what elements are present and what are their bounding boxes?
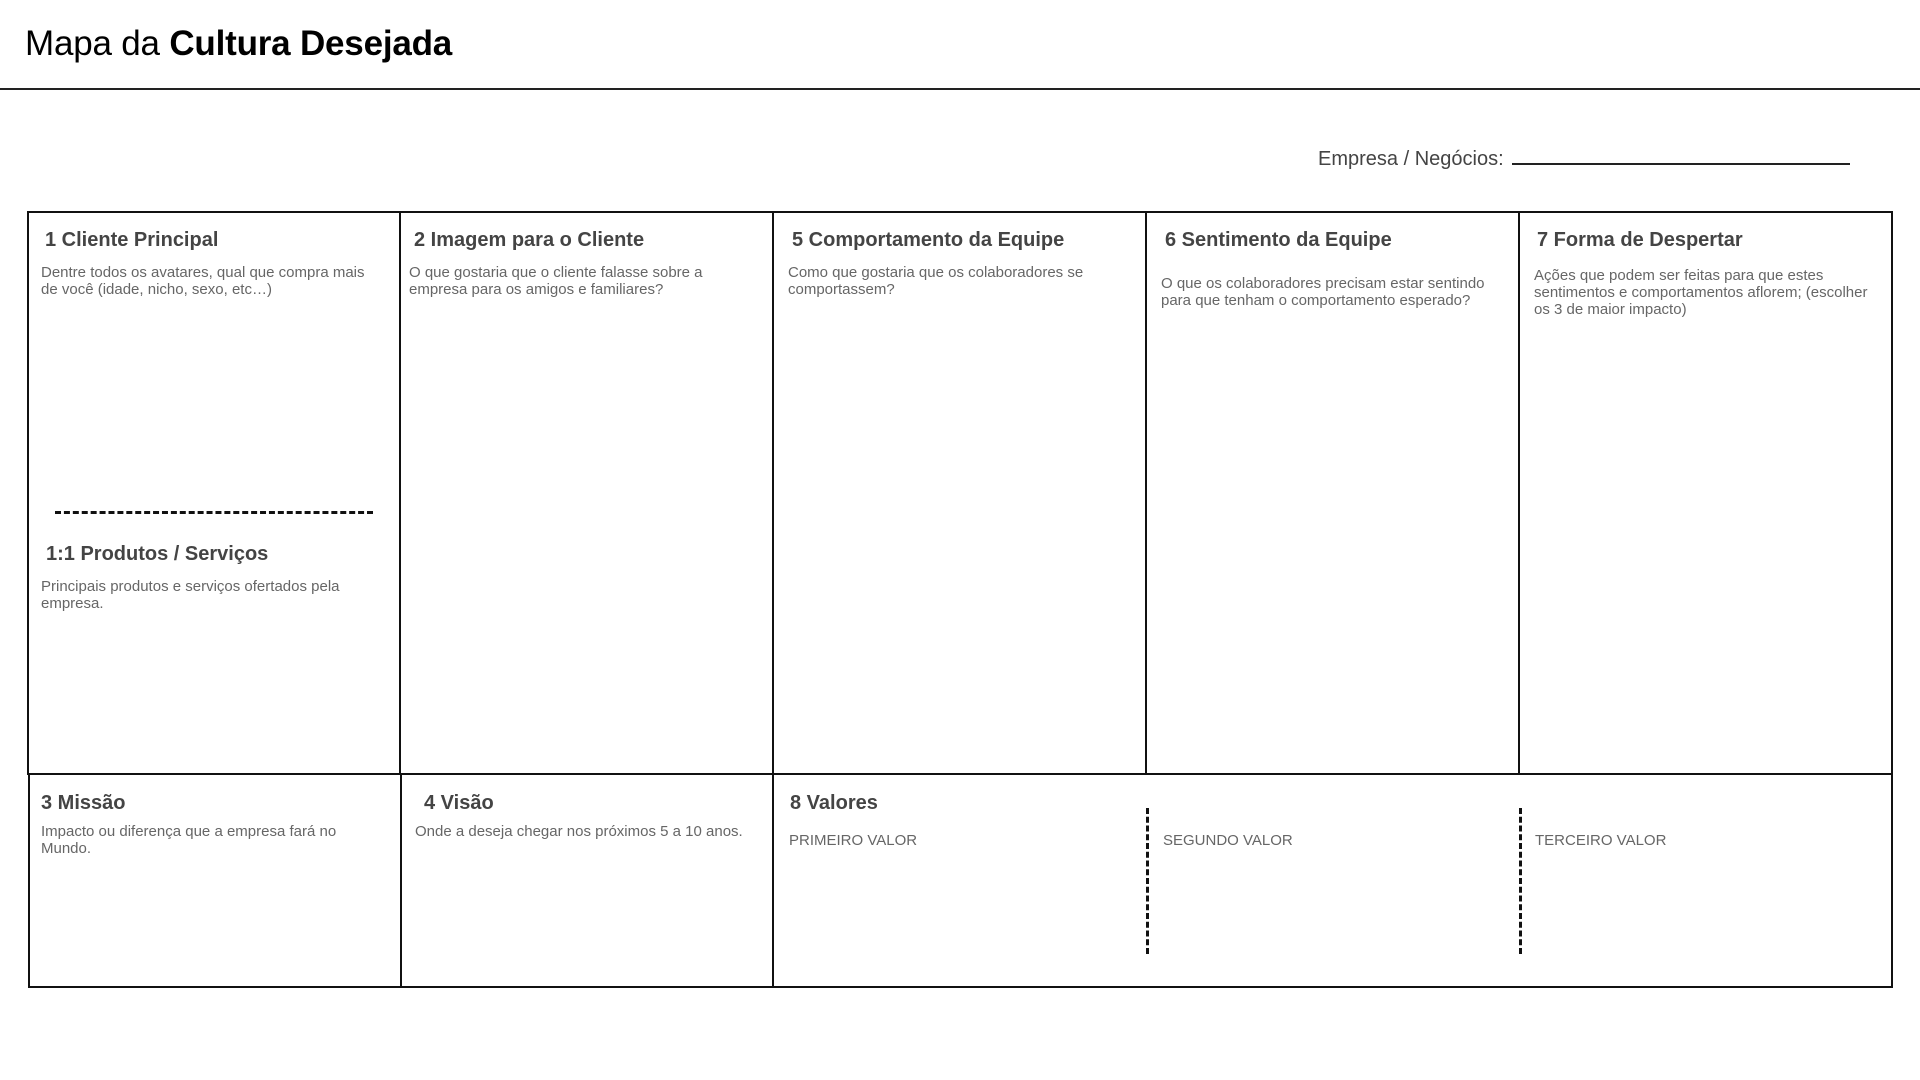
- valores-dashed-divider-2: [1519, 808, 1522, 954]
- grid-divider-1-bottom: [400, 773, 402, 988]
- grid-border-top: [27, 211, 1893, 213]
- cell-visao-title: 4 Visão: [424, 792, 494, 814]
- title-prefix: Mapa da: [25, 24, 170, 63]
- cell-imagem-cliente-title: 2 Imagem para o Cliente: [414, 229, 645, 251]
- grid-divider-3: [1145, 211, 1147, 775]
- grid-border-middle: [27, 773, 1893, 775]
- valores-dashed-divider-1: [1146, 808, 1149, 954]
- cell-forma-despertar-description: Ações que podem ser feitas para que estes sentimentos e comportamentos aflorem; (escolher os 3 de maior impacto): [1534, 267, 1868, 318]
- grid-border-right: [1891, 211, 1893, 988]
- cell-imagem-cliente-description: O que gostaria que o cliente falasse sobre a empresa para os amigos e familiares?: [409, 264, 703, 298]
- company-label: Empresa / Negócios:: [1318, 148, 1504, 170]
- cell-comportamento-equipe-title: 5 Comportamento da Equipe: [792, 229, 1065, 251]
- cell-sentimento-equipe-title: 6 Sentimento da Equipe: [1165, 229, 1392, 251]
- cell-missao-title: 3 Missão: [41, 792, 126, 814]
- title-bold: Cultura Desejada: [169, 24, 453, 63]
- cell-cliente-principal-description: Dentre todos os avatares, qual que compra mais de você (idade, nicho, sexo, etc…): [41, 264, 365, 298]
- cell-produtos-servicos-title: 1:1 Produtos / Serviços: [46, 543, 269, 565]
- grid-border-bottom: [28, 986, 1893, 988]
- cell-produtos-servicos-description: Principais produtos e serviços ofertados pela empresa.: [41, 578, 340, 612]
- grid-divider-2: [772, 211, 774, 988]
- grid-border-left-bottom: [28, 773, 30, 988]
- page-title: [25, 24, 452, 64]
- title-divider: [0, 88, 1920, 90]
- company-input-line[interactable]: [1512, 163, 1850, 165]
- cell-missao-description: Impacto ou diferença que a empresa fará no Mundo.: [41, 823, 337, 857]
- cell-visao-description: Onde a deseja chegar nos próximos 5 a 10 anos.: [415, 823, 743, 840]
- grid-divider-4: [1518, 211, 1520, 775]
- cell-comportamento-equipe-description: Como que gostaria que os colaboradores se comportassem?: [788, 264, 1084, 298]
- grid-divider-1-top: [399, 211, 401, 775]
- cell-cliente-principal-title: 1 Cliente Principal: [45, 229, 219, 251]
- cell-valores-title: 8 Valores: [790, 792, 878, 814]
- cell-forma-despertar-title: 7 Forma de Despertar: [1537, 229, 1743, 251]
- cell-sentimento-equipe-description: O que os colaboradores precisam estar sentindo para que tenham o comportamento esperado?: [1161, 275, 1485, 309]
- valor-terceiro: TERCEIRO VALOR: [1535, 832, 1667, 849]
- subsection-dashed-divider: [55, 511, 373, 514]
- grid-border-left-top: [27, 211, 29, 775]
- valor-primeiro: PRIMEIRO VALOR: [789, 832, 918, 849]
- valor-segundo: SEGUNDO VALOR: [1163, 832, 1293, 849]
